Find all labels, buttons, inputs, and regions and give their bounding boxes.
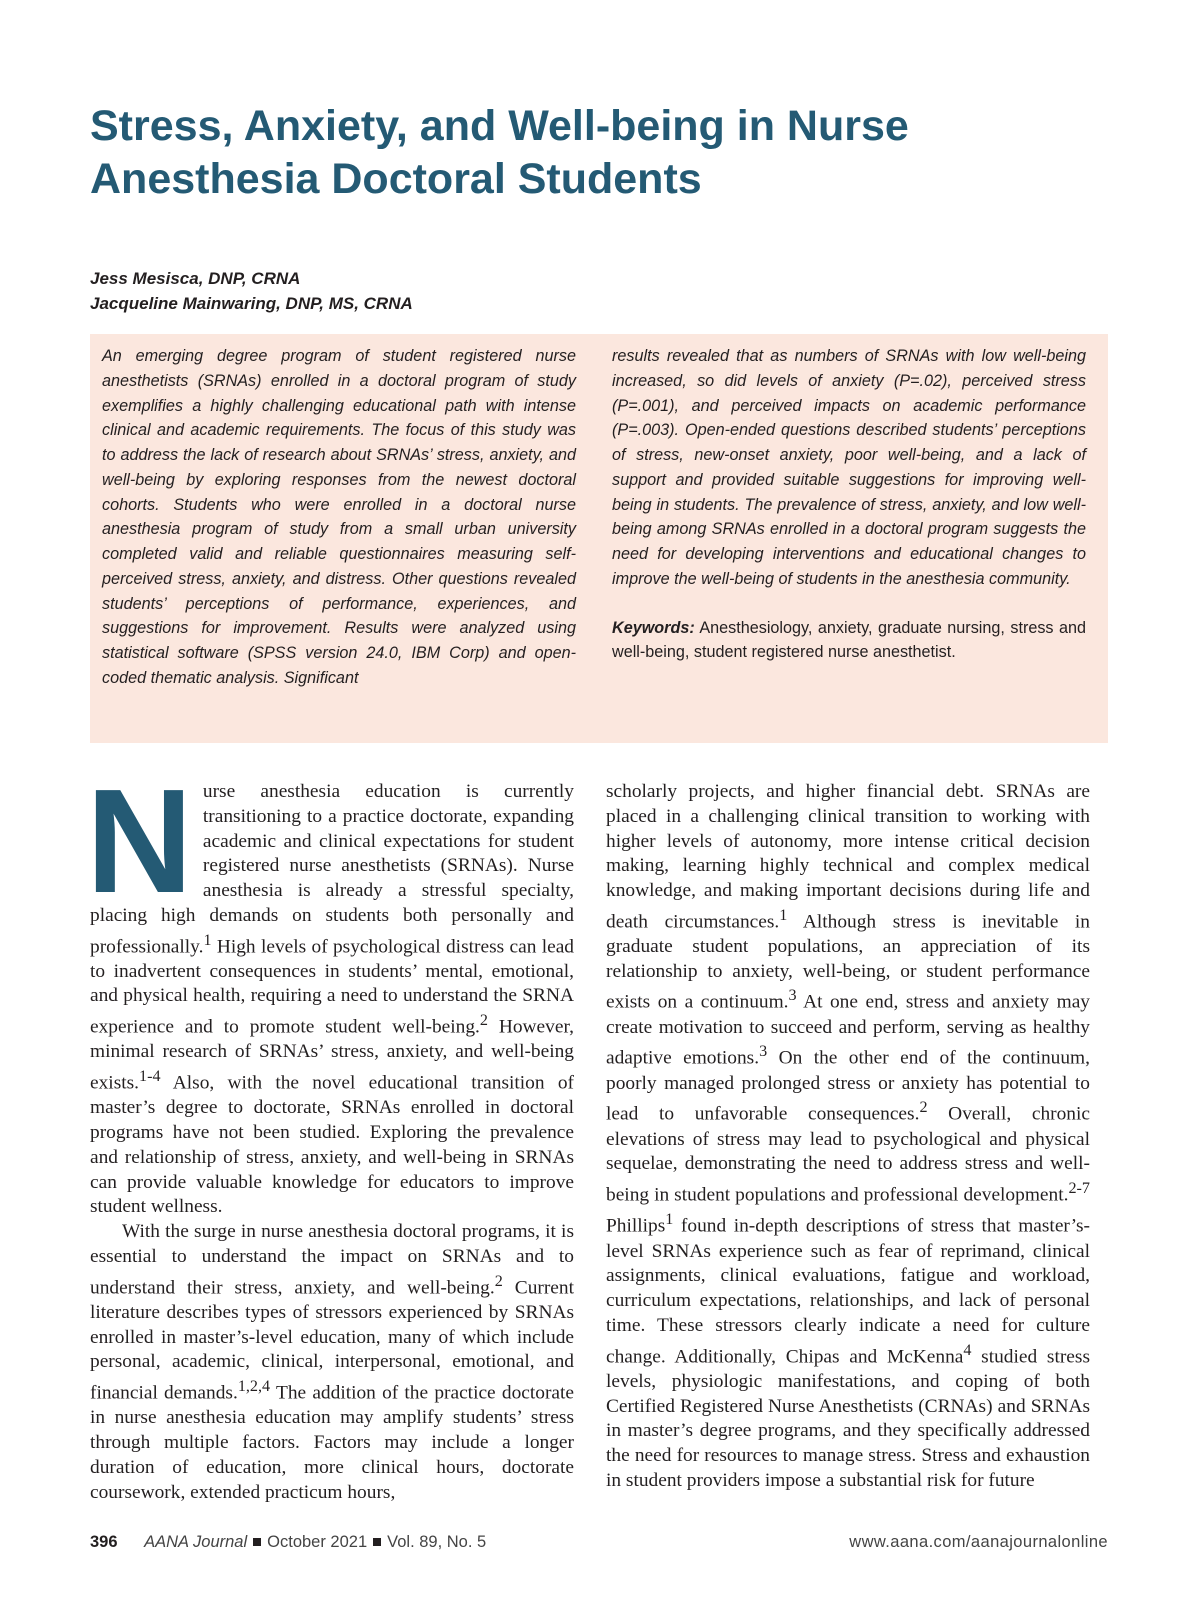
author-list [90, 266, 790, 316]
author-name: Jess Mesisca, DNP, CRNA [90, 269, 301, 288]
citation: 1 [203, 931, 212, 949]
author-name: Jacqueline Mainwaring, DNP, MS, CRNA [90, 294, 413, 313]
body-left-column [86, 759, 575, 1505]
citation: 2 [494, 1272, 503, 1290]
journal-name: AANA Journal [144, 1533, 248, 1551]
citation: 2 [479, 1012, 488, 1030]
journal-url[interactable]: www.aana.com/aanajournalonline [849, 1533, 1108, 1551]
citation: 1,2,4 [237, 1378, 271, 1396]
body-right-column [606, 780, 1090, 1494]
drop-cap: N [86, 759, 193, 924]
abstract-right-column [612, 344, 1086, 665]
body-paragraph: With the surge in nurse anesthesia doctoral programs, it is essential to understand the impact on SRNAs and to understand their stress, anxiety, and well-being.$^2$ Current literature describes types of stressors experienced by SRNAs enrolled in master’s-level education, many of which include personal, academic, clinical, interpersonal, emotional, and financial demands.$^{1,2,4}$ The addition of the practice doctorate in nurse anesthesia education may amplify students’ stress through multiple factors. Factors may include a longer duration of education, more clinical hours, doctorate coursework, extended practicum hours, [90, 1221, 575, 1503]
page-footer [90, 1533, 1108, 1557]
separator-square-icon [253, 1538, 261, 1546]
keywords-label: Keywords: [612, 618, 695, 637]
citation: 3 [759, 1043, 768, 1061]
abstract-box [90, 334, 1108, 743]
citation: 2 [919, 1099, 928, 1117]
citation: 1-4 [139, 1068, 161, 1086]
page-number: 396 [90, 1533, 118, 1551]
separator-square-icon [373, 1538, 381, 1546]
body-paragraph: Nurse anesthesia education is currently transitioning to a practice doctorate, expanding academic and clinical expectations for student registered nurse anesthetists (SRNAs). Nurse anesthesia is already a stressful specialty, placing high demands on students both personally and professionally.$^1$ High levels of psychological distress can lead to inadvertent consequences in students’ mental, emotional, and physical health, requiring a need to understand the SRNA experience and to promote student well-being.$^2$ However, minimal research of SRNAs’ stress, anxiety, and well-being exists.$^{1-4}$ Also, with the novel educational transition of master’s degree to doctorate, SRNAs enrolled in doctoral programs have not been studied. Exploring the prevalence and relationship of stress, anxiety, and well-being in SRNAs can provide valuable knowledge for educators to improve student wellness. [86, 759, 574, 1218]
keywords-text: Anesthesiology, anxiety, graduate nursing, stress and well-being, student registered nurse anesthetist. [612, 618, 1087, 662]
article-title: Stress, Anxiety, and Well-being in Nurse Anesthesia Doctoral Students [90, 102, 909, 203]
abstract-continuation: results revealed that as numbers of SRNAs with low well-being increased, so did levels of anxiety (P=.02), perceived stress (P=.001), and perceived impacts on academic performance (P=.003). Open-ended questions described students’ perceptions of stress, new-onset anxiety, poor well-being, and a lack of support and provided suitable suggestions for improving well-being in students. The prevalence of stress, anxiety, and low well-being among SRNAs enrolled in a doctoral program suggests the need for developing interventions and educational changes to improve the well-being of students in the anesthesia community. [612, 347, 1086, 588]
citation: 3 [788, 987, 797, 1005]
keywords [612, 616, 1086, 666]
citation: 1 [779, 906, 788, 924]
body-paragraph: scholarly projects, and higher financial debt. SRNAs are placed in a challenging clinical transition to working with higher levels of autonomy, more intense critical decision making, learning highly technical and complex medical knowledge, and making important decisions during life and death circumstances.$^1$ Although stress is inevitable in graduate student populations, an appreciation of its relationship to anxiety, well-being, or student performance exists on a continuum.$^3$ At one end, stress and anxiety may create motivation to succeed and perform, serving as healthy adaptive emotions.$^3$ On the other end of the continuum, poorly managed prolonged stress or anxiety has potential to lead to unfavorable consequences.$^2$ Overall, chronic elevations of stress may lead to psychological and physical sequelae, demonstrating the need to address stress and well-being in student populations and professional development.$^{2-7}$ Phillips$^1$ found in-depth descriptions of stress that master’s-level SRNAs experience such as fear of reprimand, clinical assignments, clinical evaluations, fatigue and workload, curriculum expectations, relationships, and lack of personal time. These stressors clearly indicate a need for culture change. Additionally, Chipas and McKenna$^4$ studied stress levels, physiologic manifestations, and coping of both Certified Registered Nurse Anesthetists (CRNAs) and SRNAs in master’s degree programs, and they specifically addressed the need for resources to manage stress. Stress and exhaustion in student providers impose a substantial risk for future [606, 781, 1090, 1491]
citation: 2-7 [1068, 1180, 1090, 1198]
issue-date: October 2021 [267, 1533, 368, 1551]
citation: 4 [963, 1341, 972, 1359]
issue-volume: Vol. 89, No. 5 [387, 1533, 487, 1551]
citation: 1 [665, 1211, 674, 1229]
abstract-left-column: An emerging degree program of student registered nurse anesthetists (SRNAs) enrolled in a doctoral program of study exemplifies a highly challenging educational path with intense clinical and academic requirements. The focus of this study was to address the lack of research about SRNAs’ stress, anxiety, and well-being by exploring responses from the newest doctoral cohorts. Students who were enrolled in a doctoral nurse anesthesia program of study from a small urban university completed valid and reliable questionnaires measuring self-perceived stress, anxiety, and distress. Other questions revealed students’ perceptions of performance, experiences, and suggestions for improvement. Results were analyzed using statistical software (SPSS version 24.0, IBM Corp) and open-coded thematic analysis. Significant [102, 347, 576, 687]
